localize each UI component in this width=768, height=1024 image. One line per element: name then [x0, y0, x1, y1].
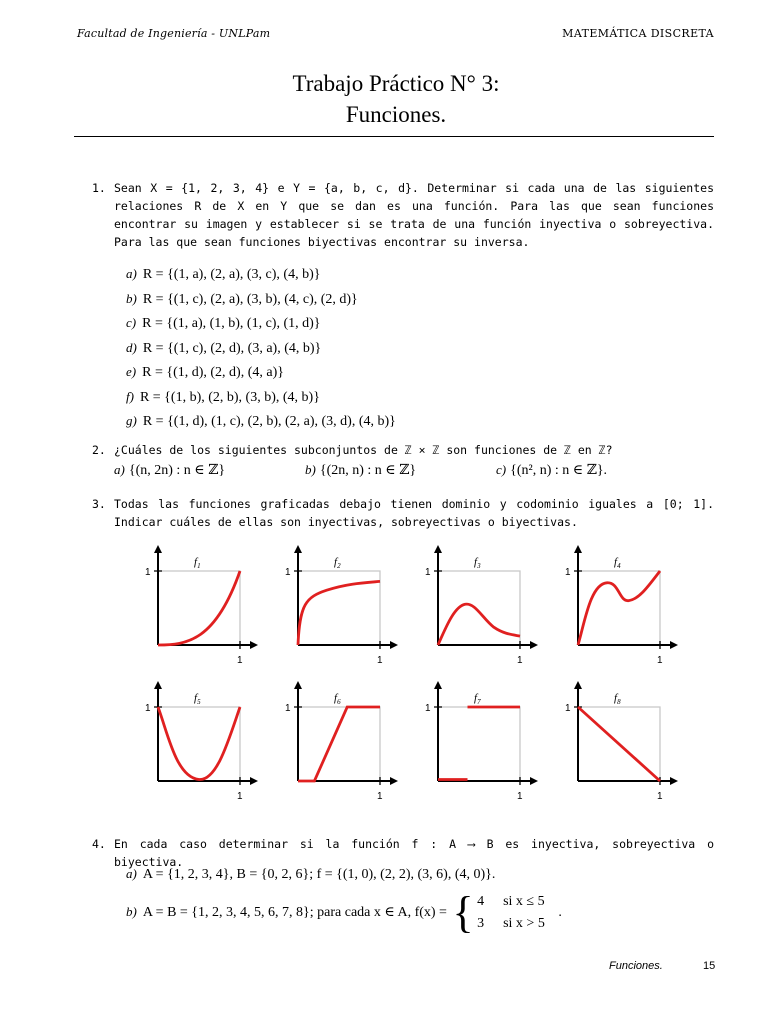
axes — [298, 687, 392, 781]
question-number: 1. — [92, 181, 106, 195]
axes — [438, 551, 532, 645]
ticks — [574, 707, 660, 785]
piecewise-cases: 4 si x ≤ 5 3 si x > 5 — [477, 893, 545, 931]
header-right: MATEMÁTICA DISCRETA — [562, 27, 714, 40]
question-text: ¿Cuáles de los siguientes subconjuntos de ℤ × ℤ son funciones de ℤ en ℤ? — [114, 443, 613, 457]
q2-item-a: a) {(n, 2n) : n ∈ ℤ} — [114, 462, 226, 478]
list-item: f) R = {(1, b), (2, b), (3, b), (4, b)} — [126, 388, 320, 405]
y-tick-label: 1 — [565, 703, 571, 714]
y-tick-label: 1 — [285, 567, 291, 578]
guide-box — [438, 707, 520, 781]
graph-f1 — [138, 545, 258, 665]
page-number: 15 — [703, 960, 716, 972]
function-curve — [578, 571, 660, 645]
footer-section: Funciones. — [609, 960, 663, 972]
question-text: Sean X = {1, 2, 3, 4} e Y = {a, b, c, d}. Determinar si cada una de las siguientes relaciones R de X en Y que se dan es una función. Para las que sean funciones encontrar su imagen y establecer si se trata de una función inyectiva o sobreyectiva. Para las que sean funciones biyectivas encontrar su inversa. — [114, 181, 714, 249]
list-item: a) R = {(1, a), (2, a), (3, c), (4, b)} — [126, 266, 321, 282]
question-2 — [92, 441, 714, 459]
function-curve — [298, 707, 380, 781]
graph-f2 — [278, 545, 398, 665]
x-tick-label: 1 — [377, 791, 383, 801]
axes — [158, 687, 252, 781]
graph-f4 — [558, 545, 678, 665]
axis-arrows — [574, 681, 678, 785]
axis-arrows — [294, 681, 398, 785]
function-curve — [578, 707, 660, 781]
title-line-2: Funciones. — [345, 102, 447, 127]
function-curve — [298, 581, 380, 645]
function-label: $f_8$ — [614, 692, 621, 706]
list-item: c) R = {(1, a), (1, b), (1, c), (1, d)} — [126, 315, 321, 331]
function-curve — [158, 707, 240, 780]
function-curve — [158, 571, 240, 645]
axis-arrows — [434, 545, 538, 649]
question-number: 3. — [92, 497, 106, 511]
axis-arrows — [294, 545, 398, 649]
title-rule — [74, 136, 714, 137]
y-tick-label: 1 — [145, 703, 151, 714]
page-title — [0, 68, 768, 130]
x-tick-label: 1 — [377, 655, 383, 665]
q2-item-c: c) {(n², n) : n ∈ ℤ}. — [496, 462, 608, 478]
function-label: $f_6$ — [334, 692, 341, 706]
x-tick-label: 1 — [237, 791, 243, 801]
q2-item-b: b) {(2n, n) : n ∈ ℤ} — [305, 462, 417, 478]
axis-arrows — [154, 545, 258, 649]
graph-f7 — [418, 681, 538, 801]
axis-arrows — [154, 681, 258, 785]
list-item: b) R = {(1, c), (2, a), (3, b), (4, c), (2, d)} — [126, 290, 358, 307]
function-label: $f_3$ — [474, 556, 481, 570]
title-line-1: Trabajo Práctico N° 3: — [292, 71, 500, 96]
graph-f6 — [278, 681, 398, 801]
y-tick-label: 1 — [425, 703, 431, 714]
graph-f5 — [138, 681, 258, 801]
question-1 — [92, 179, 714, 251]
q4-item-a: a) A = {1, 2, 3, 4}, B = {0, 2, 6}; f = {(1, 0), (2, 2), (3, 6), (4, 0)}. — [126, 866, 496, 882]
function-label: $f_2$ — [334, 556, 341, 570]
axes — [578, 687, 672, 781]
function-label: $f_4$ — [614, 556, 621, 570]
question-number: 4. — [92, 837, 106, 851]
function-curve — [438, 707, 520, 780]
axis-arrows — [434, 681, 538, 785]
graph-f3 — [418, 545, 538, 665]
header-left: Facultad de Ingeniería - UNLPam — [77, 27, 271, 40]
y-tick-label: 1 — [565, 567, 571, 578]
axis-arrows — [574, 545, 678, 649]
x-tick-label: 1 — [517, 655, 523, 665]
function-curve — [438, 604, 520, 645]
brace: { — [452, 887, 474, 937]
list-item: g) R = {(1, d), (1, c), (2, b), (2, a), (3, d), (4, b)} — [126, 413, 396, 429]
ticks — [434, 707, 520, 785]
list-item: d) R = {(1, c), (2, d), (3, a), (4, b)} — [126, 339, 322, 356]
list-item: e) R = {(1, d), (2, d), (4, a)} — [126, 364, 284, 380]
question-text: Todas las funciones graficadas debajo tienen dominio y codominio iguales a [0; 1]. Indicar cuáles de ellas son inyectivas, sobreyectivas o biyectivas. — [114, 497, 714, 529]
q4-item-b: b) A = B = {1, 2, 3, 4, 5, 6, 7, 8}; para cada x ∈ A, f(x) = { 4 si x ≤ 5 3 si x > 5 . — [126, 887, 562, 937]
axes — [438, 687, 532, 781]
ticks — [294, 707, 380, 785]
x-tick-label: 1 — [237, 655, 243, 665]
x-tick-label: 1 — [517, 791, 523, 801]
function-label: $f_1$ — [194, 556, 201, 570]
x-tick-label: 1 — [657, 791, 663, 801]
question-text: En cada caso determinar si la función f : A ⟶ B es inyectiva, sobreyectiva o biyectiva. — [114, 837, 714, 869]
x-tick-label: 1 — [657, 655, 663, 665]
y-tick-label: 1 — [145, 567, 151, 578]
question-number: 2. — [92, 443, 106, 457]
guide-box — [298, 707, 380, 781]
function-label: $f_5$ — [194, 692, 201, 706]
q1-item-list — [126, 262, 396, 434]
y-tick-label: 1 — [285, 703, 291, 714]
graph-f8 — [558, 681, 678, 801]
y-tick-label: 1 — [425, 567, 431, 578]
function-label: $f_7$ — [474, 692, 481, 706]
question-3 — [92, 495, 714, 531]
guide-box — [578, 571, 660, 645]
